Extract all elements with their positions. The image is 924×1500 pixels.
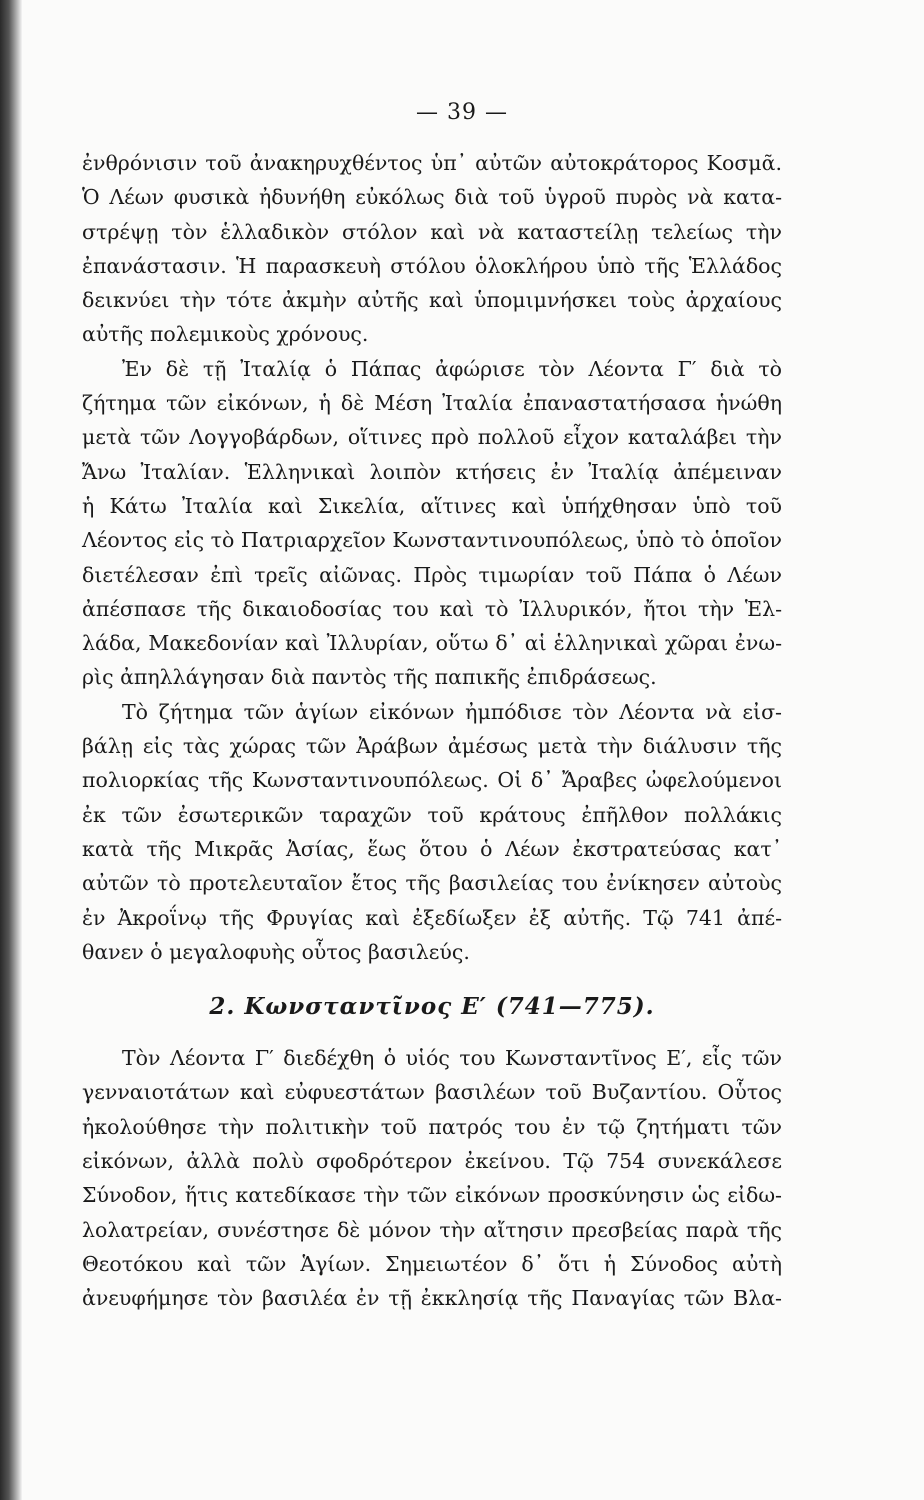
text-line: ἐκ τῶν ἐσωτερικῶν ταραχῶν τοῦ κράτους ἐπῆλθον πολλάκις	[82, 802, 782, 827]
paragraph-1	[82, 146, 782, 352]
text-line: στρέψῃ τὸν ἑλλαδικὸν στόλον καὶ νὰ καταστείλῃ τελείως τὴν	[82, 219, 782, 244]
text-line: δεικνύει τὴν τότε ἀκμὴν αὐτῆς καὶ ὑπομιμνήσκει τοὺς ἀρχαίους	[82, 288, 782, 313]
text-line: ἐν Ἀκροΐνῳ τῆς Φρυγίας καὶ ἐξεδίωξεν ἐξ αὐτῆς. Τῷ 741 ἀπέ-	[82, 905, 782, 930]
text-line: γενναιοτάτων καὶ εὐφυεστάτων βασιλέων τοῦ Βυζαντίου. Οὗτος	[82, 1080, 782, 1105]
text-line: εἰκόνων, ἀλλὰ πολὺ σφοδρότερον ἐκείνου. Τῷ 754 συνεκάλεσε	[82, 1149, 782, 1174]
text-line: Ἐν δὲ τῇ Ἰταλίᾳ ὁ Πάπας ἀφώρισε τὸν Λέοντα Γ′ διὰ τὸ	[122, 356, 782, 381]
text-line: κατὰ τῆς Μικρᾶς Ἀσίας, ἕως ὅτου ὁ Λέων ἐκστρατεύσας κατ᾽	[82, 836, 782, 861]
text-line: πολιορκίας τῆς Κωνσταντινουπόλεως. Οἱ δ᾽ Ἄραβες ὠφελούμενοι	[82, 768, 782, 793]
text-line: διετέλεσαν ἐπὶ τρεῖς αἰῶνας. Πρὸς τιμωρίαν τοῦ Πάπα ὁ Λέων	[82, 562, 782, 587]
text-line: Ἄνω Ἰταλίαν. Ἑλληνικαὶ λοιπὸν κτήσεις ἐν Ἰταλίᾳ ἀπέμειναν	[82, 459, 782, 484]
text-line: ἠκολούθησε τὴν πολιτικὴν τοῦ πατρός του ἐν τῷ ζητήματι τῶν	[82, 1114, 782, 1139]
text-line: Θεοτόκου καὶ τῶν Ἁγίων. Σημειωτέον δ᾽ ὅτι ἡ Σύνοδος αὐτὴ	[82, 1251, 782, 1276]
text-line: λάδα, Μακεδονίαν καὶ Ἰλλυρίαν, οὕτω δ᾽ αἱ ἑλληνικαὶ χῶραι ἐνω-	[82, 631, 782, 656]
text-line: ἀπέσπασε τῆς δικαιοδοσίας του καὶ τὸ Ἰλλυρικόν, ἤτοι τὴν Ἑλ-	[82, 596, 782, 621]
body-text	[82, 146, 782, 1316]
paragraph-4	[82, 1041, 782, 1315]
text-line: Λέοντος εἰς τὸ Πατριαρχεῖον Κωνσταντινουπόλεως, ὑπὸ τὸ ὁποῖον	[82, 528, 782, 553]
section-heading: 2. Κωνσταντῖνος Ε′ (741—775).	[209, 993, 655, 1021]
text-line: ἐνθρόνισιν τοῦ ἀνακηρυχθέντος ὑπ᾽ αὐτῶν αὐτοκράτορος Κοσμᾶ.	[82, 151, 782, 175]
text-line: Σύνοδον, ἥτις κατεδίκασε τὴν τῶν εἰκόνων προσκύνησιν ὡς εἰδω-	[82, 1183, 782, 1208]
text-line: ἡ Κάτω Ἰταλία καὶ Σικελία, αἵτινες καὶ ὑπήχθησαν ὑπὸ τοῦ	[82, 493, 782, 518]
text-line: Ὁ Λέων φυσικὰ ἠδυνήθη εὐκόλως διὰ τοῦ ὑγροῦ πυρὸς νὰ κατα-	[82, 185, 782, 210]
text-line: μετὰ τῶν Λογγοβάρδων, οἵτινες πρὸ πολλοῦ εἶχον καταλάβει τὴν	[82, 425, 782, 450]
text-line: Τὸν Λέοντα Γ′ διεδέχθη ὁ υἱός του Κωνσταντῖνος Ε′, εἷς τῶν	[122, 1046, 782, 1071]
text-line: ἐπανάστασιν. Ἡ παρασκευὴ στόλου ὁλοκλήρου ὑπὸ τῆς Ἑλλάδος	[82, 253, 782, 278]
text-line: ρὶς ἀπηλλάγησαν διὰ παντὸς τῆς παπικῆς ἐπιδράσεως.	[82, 665, 657, 690]
text-line: λολατρείαν, συνέστησε δὲ μόνον τὴν αἴτησιν πρεσβείας παρὰ τῆς	[82, 1217, 782, 1242]
page-gutter-shadow	[0, 0, 22, 1500]
text-line: αὐτῆς πολεμικοὺς χρόνους.	[82, 322, 369, 347]
text-line: ἀνευφήμησε τὸν βασιλέα ἐν τῇ ἐκκλησίᾳ τῆς Παναγίας τῶν Βλα-	[82, 1286, 782, 1311]
text-line: Τὸ ζήτημα τῶν ἁγίων εἰκόνων ἠμπόδισε τὸν Λέοντα νὰ εἰσ-	[122, 699, 782, 724]
paragraph-2	[82, 352, 782, 695]
text-line: βάλῃ εἰς τὰς χώρας τῶν Ἀράβων ἀμέσως μετὰ τὴν διάλυσιν τῆς	[82, 734, 782, 759]
text-line: ζήτημα τῶν εἰκόνων, ἡ δὲ Μέση Ἰταλία ἐπαναστατήσασα ἡνώθη	[82, 391, 782, 416]
text-line: θανεν ὁ μεγαλοφυὴς οὗτος βασιλεύς.	[82, 939, 470, 964]
page-number: — 39 —	[416, 100, 508, 125]
text-line: αὐτῶν τὸ προτελευταῖον ἔτος τῆς βασιλείας του ἐνίκησεν αὐτοὺς	[82, 871, 782, 896]
paragraph-3	[82, 695, 782, 969]
